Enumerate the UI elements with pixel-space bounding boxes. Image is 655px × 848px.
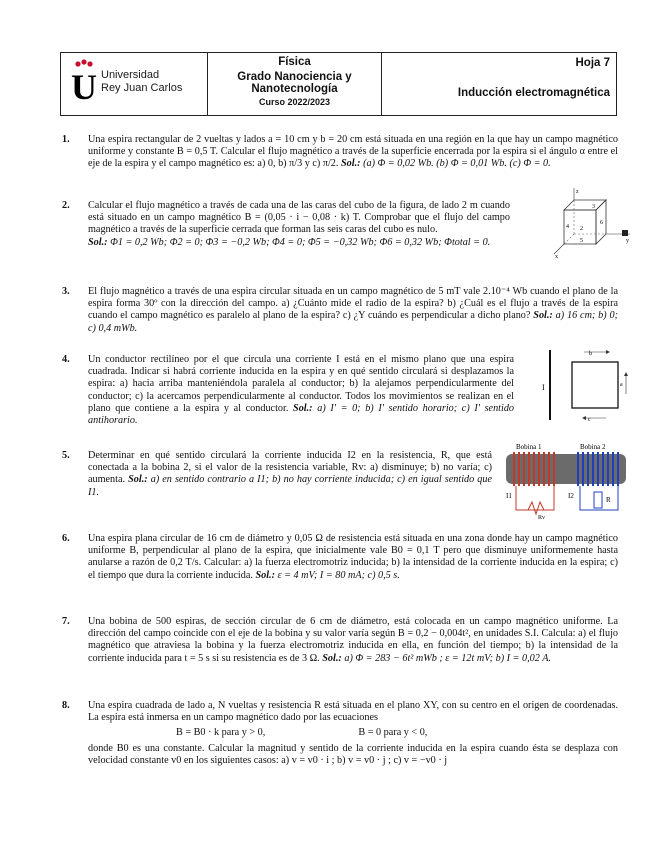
- cube-label-2: 2: [580, 226, 583, 232]
- coil-label-Rv: Rv: [538, 515, 546, 520]
- cube-label-y: y: [626, 238, 629, 244]
- university-logo: [69, 59, 99, 103]
- coil2-label: Bobina 2: [580, 443, 606, 451]
- wire-label-b: b: [589, 351, 592, 357]
- coil-label-R: R: [606, 496, 611, 504]
- degree-line1: Grado Nanociencia y: [237, 71, 352, 83]
- problem-1: 1. Una espira rectangular de 2 vueltas y lados a = 10 cm y b = 20 cm está situada en una región en la que hay un campo magnético uniforme y constante B = 0,5 T. Calcular el flujo magnético a través de la superficie encerrada por la espira si el ángulo α entre el eje de la espira y el campo magnético es: a) 0, b) π/3 y c) π/2. Sol.: (a) Φ = 0,02 Wb. (b) Φ = 0,01 Wb. (c) Φ = 0.: [62, 134, 618, 170]
- logo-cell: [61, 53, 208, 115]
- course-year: Curso 2022/2023: [258, 97, 331, 107]
- course-cell: [208, 53, 382, 115]
- problem-3: 3. El flujo magnético a través de una espira circular situada en un campo magnético de 5 mT vale 2.10⁻⁴ Wb cuando el plano de la espira forma 30º con la dirección del campo. a) ¿Cuánto mide el radio de la espira? b) ¿Cuál es el flujo a través de la espira cuando el campo magnético es paralelo al plano de la espira? c) ¿Y cuándo es perpendicular a dicho plano? Sol.: a) 16 cm; b) 0; c) 0,4 mWb.: [62, 286, 618, 334]
- coil-label-I1: I1: [506, 492, 512, 500]
- coil-label-I2: I2: [568, 492, 574, 500]
- wire-label-I: I: [542, 383, 545, 392]
- equation-2: B = 0 para y < 0,: [358, 727, 428, 739]
- subject: Física: [278, 56, 311, 68]
- cube-label-x: x: [555, 254, 558, 258]
- problem-6: 6. Una espira plana circular de 16 cm de diámetro y 0,05 Ω de resistencia está situada en una zona donde hay un campo magnético uniforme B, perpendicular al plano de la espira, que inicialmente vale B0 = 0,1 T pero que disminuye uniformemente hasta anularse a razón de 0,2 T/s. Calcular: a) la fuerza electromotriz inducida; b) la intensidad de la corriente inducida en la espira; c) el tiempo que dura la corriente inducida. Sol.: ε = 4 mV; I = 80 mA; c) 0,5 s.: [62, 533, 618, 581]
- wire-label-a: a: [620, 382, 623, 388]
- problem-8: 8. Una espira cuadrada de lado a, N vueltas y resistencia R está situada en el plano XY, con su centro en el origen de coordenadas. La espira está inmersa en un campo magnético dado por las ecuaciones B = B0 · k para y > 0, B = 0 para y < 0, donde B0 es una constante. Calcular la magnitud y sentido de la corriente inducida en la espira cuando ésta se desplaza con velocidad constante v0 en los siguientes casos: a) v = v0 · i ; b) v = v0 · j ; c) v = −v0 · j: [62, 700, 618, 766]
- university-name: Universidad Rey Juan Carlos: [101, 69, 183, 94]
- sheet-cell: [382, 53, 616, 115]
- problem-7: 7. Una bobina de 500 espiras, de sección circular de 6 cm de diámetro, está colocada en un campo magnético uniforme. La dirección del campo coincide con el eje de la bobina y su valor varía según B = 0,2 − 0,004t², en unidades S.I. Calcula: a) el flujo magnético que atraviesa la bobina y la fuerza electromotriz inducida en ella, en función del tiempo; b) la intensidad de la corriente inducida para t = 5 s si su resistencia es de 3 Ω. Sol.: a) Φ = 283 − 6t² mWb ; ε = 12t mV; b) I = 0,02 A.: [62, 616, 618, 664]
- sheet-number: Hoja 7: [575, 57, 610, 69]
- problem-4: 4. Un conductor rectilíneo por el que circula una corriente I está en el mismo plano que una espira cuadrada. Indicar si habrá corriente inducida en la espira y en qué sentido circulará si desplazamos la espira: a) hacia arriba manteniéndola paralela al conductor; b) la alejamos perpendicularmente del conductor; c) la acercamos perpendicularmente al conductor. Todos los movimientos se realizan en el plano que contiene a la espira y al conductor. Sol.: a) I' = 0; b) I' sentido horario; c) I' sentido antihorario.: [62, 354, 515, 427]
- cube-label-4: 4: [566, 224, 569, 230]
- cube-figure: [552, 186, 632, 258]
- svg-text:U: U: [71, 67, 97, 103]
- header-table: [60, 52, 617, 116]
- coils-figure: [502, 440, 632, 520]
- problem-2: 2. Calcular el flujo magnético a través de cada una de las caras del cubo de la figura, de lado 2 m cuando está situado en un campo magnético B = (0,05 · i − 0,08 · k) T. Comprobar que el flujo del campo magnético a través de la superficie cerrada que forman las seis caras del cubo es nulo. Sol.: Φ1 = 0,2 Wb; Φ2 = 0; Φ3 = −0,2 Wb; Φ4 = 0; Φ5 = −0,32 Wb; Φ6 = 0,32 Wb; Φtotal = 0.: [62, 200, 510, 248]
- cube-label-6: 6: [600, 220, 603, 226]
- equation-1: B = B0 · k para y > 0,: [176, 727, 266, 739]
- cube-label-3: 3: [592, 204, 595, 210]
- wire-loop-figure: [540, 346, 632, 426]
- wire-label-c: c: [588, 417, 591, 423]
- cube-label-z: z: [576, 189, 579, 195]
- coil1-label: Bobina 1: [516, 443, 542, 451]
- degree-line2: Nanotecnología: [251, 83, 338, 95]
- sheet-topic: Inducción electromagnética: [457, 87, 610, 99]
- problem-5: 5. Determinar en qué sentido circulará la corriente inducida I2 en la resistencia, R, que está conectada a la bobina 2, si el valor de la resistencia variable, Rv: a) disminuye; b) no varía; c) aumenta. Sol.: a) en sentido contrario a I1; b) no hay corriente inducida; c) en igual sentido que I1.: [62, 450, 492, 498]
- cube-label-5: 5: [580, 238, 583, 244]
